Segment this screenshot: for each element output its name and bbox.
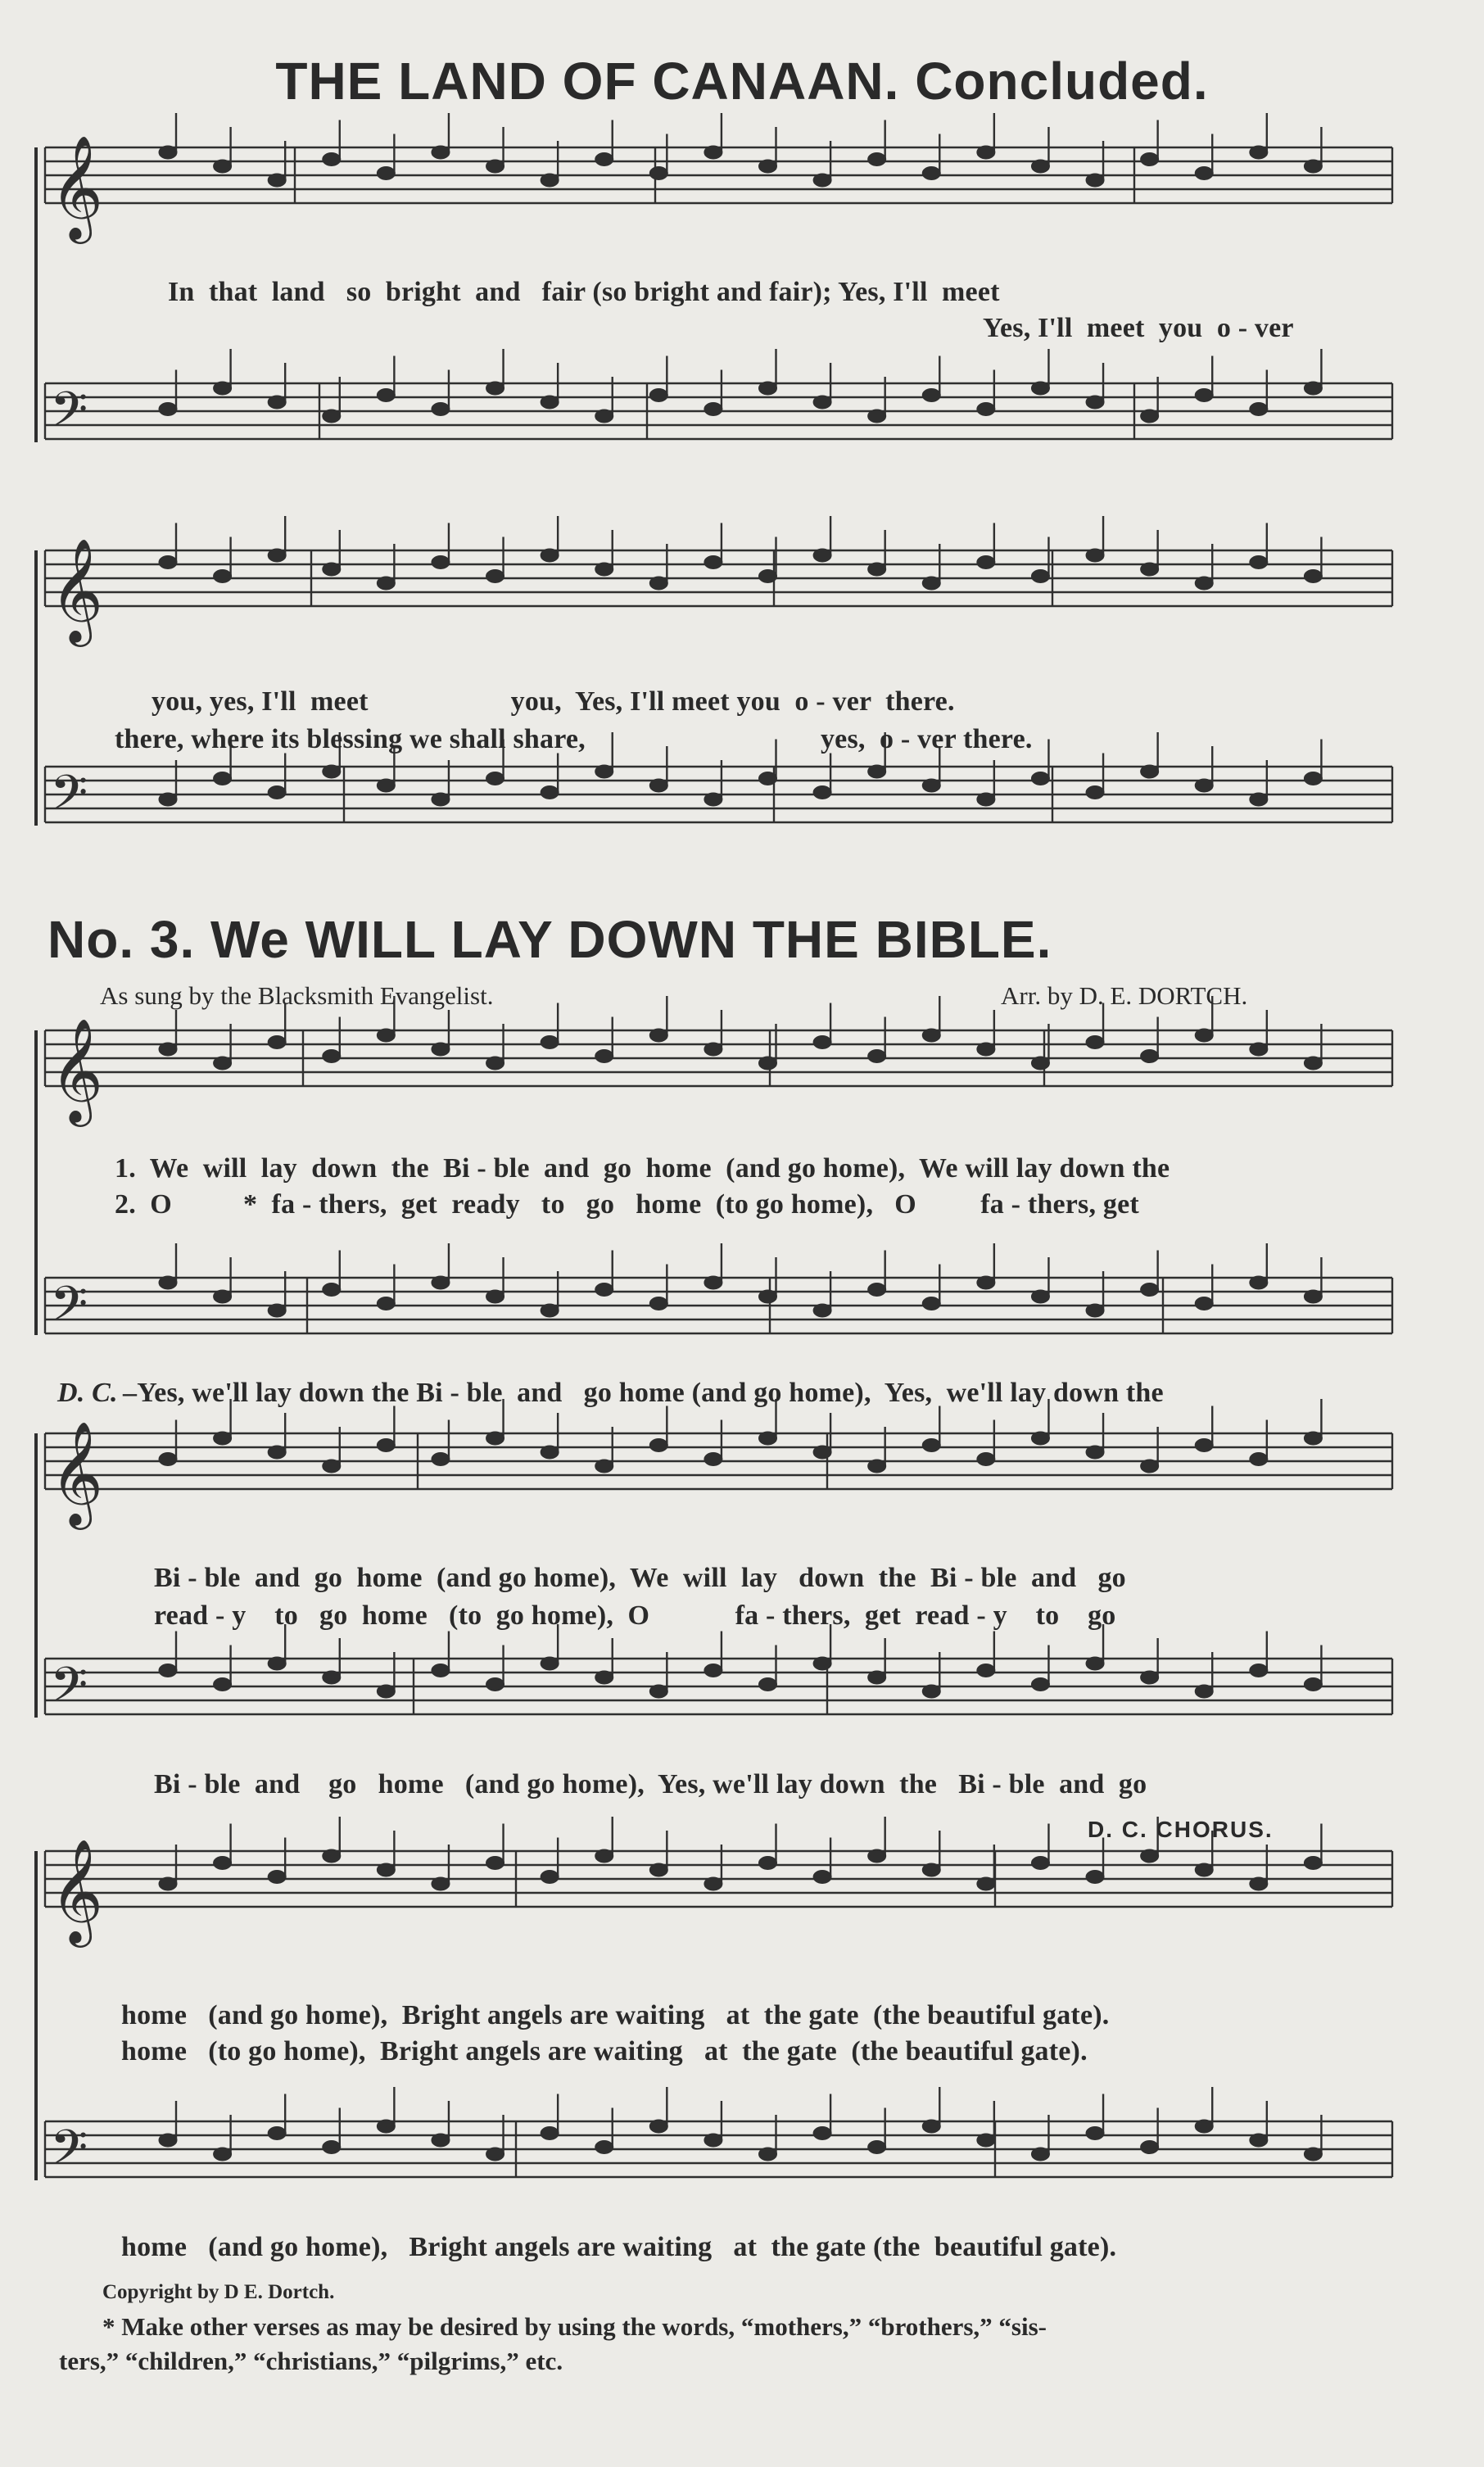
notehead bbox=[1250, 1877, 1268, 1890]
notehead bbox=[541, 174, 559, 187]
notehead bbox=[486, 1857, 504, 1870]
notehead bbox=[595, 765, 613, 778]
lyric-line: In that land so bright and fair (so bright and fair); Yes, I'll meet bbox=[168, 277, 1000, 307]
notehead bbox=[922, 1863, 940, 1876]
notehead bbox=[159, 1453, 177, 1466]
notehead bbox=[323, 153, 341, 166]
notehead bbox=[1086, 2127, 1104, 2140]
lyric-line: home (and go home), Bright angels are waiting at the gate (the beautiful gate). bbox=[121, 2000, 1110, 2030]
treble-clef-icon: 𝄞 bbox=[50, 1838, 104, 1943]
notehead bbox=[1141, 410, 1159, 423]
notehead bbox=[377, 1863, 395, 1876]
notehead bbox=[432, 2134, 450, 2147]
notehead bbox=[1195, 1863, 1213, 1876]
notehead bbox=[432, 1276, 450, 1289]
notehead bbox=[1031, 772, 1049, 785]
notehead bbox=[486, 1057, 504, 1070]
treble-clef-icon: 𝄞 bbox=[50, 1017, 104, 1122]
lyric-line: 2. O * fa - thers, get ready to go home (to go home), O fa - thers, get bbox=[115, 1189, 1139, 1220]
notehead bbox=[541, 786, 559, 799]
notehead bbox=[649, 1685, 667, 1698]
notehead bbox=[813, 1036, 831, 1049]
notehead bbox=[1304, 1290, 1322, 1303]
footnote-line: * Make other verses as may be desired by using the words, “mothers,” “brothers,” “sis- bbox=[102, 2312, 1047, 2341]
notehead bbox=[432, 793, 450, 806]
notehead bbox=[868, 563, 886, 576]
notehead bbox=[214, 1678, 232, 1691]
notehead bbox=[922, 1439, 940, 1452]
notehead bbox=[268, 396, 286, 409]
notehead bbox=[1195, 1029, 1213, 1042]
notehead bbox=[1195, 1439, 1213, 1452]
notehead bbox=[813, 549, 831, 562]
notehead bbox=[377, 1439, 395, 1452]
notehead bbox=[323, 563, 341, 576]
lyric-line: home (and go home), Bright angels are waiting at the gate (the beautiful gate). bbox=[121, 2232, 1117, 2262]
notehead bbox=[649, 1863, 667, 1876]
notehead bbox=[486, 2148, 504, 2161]
notehead bbox=[813, 1304, 831, 1317]
notehead bbox=[759, 772, 777, 785]
notehead bbox=[868, 1050, 886, 1063]
notehead bbox=[1086, 174, 1104, 187]
notehead bbox=[1250, 1453, 1268, 1466]
notehead bbox=[649, 1297, 667, 1310]
notehead bbox=[922, 577, 940, 590]
notehead bbox=[268, 1304, 286, 1317]
notehead bbox=[214, 1290, 232, 1303]
notehead bbox=[704, 1043, 722, 1056]
bass-clef-icon: 𝄢 bbox=[50, 381, 88, 450]
footnote-line: ters,” “children,” “christians,” “pilgrims,” etc. bbox=[59, 2347, 563, 2375]
notehead bbox=[268, 1657, 286, 1670]
notehead bbox=[595, 1671, 613, 1684]
notehead bbox=[214, 772, 232, 785]
notehead bbox=[649, 2120, 667, 2133]
notehead bbox=[1195, 779, 1213, 792]
notehead bbox=[159, 2134, 177, 2147]
notehead bbox=[323, 1460, 341, 1473]
notehead bbox=[541, 549, 559, 562]
bass-clef-icon: 𝄢 bbox=[50, 1275, 88, 1344]
notehead bbox=[323, 1050, 341, 1063]
dc-chorus-label: D. C. CHORUS. bbox=[1088, 1817, 1274, 1842]
notehead bbox=[704, 146, 722, 159]
notehead bbox=[704, 1276, 722, 1289]
lyric-line: Yes, I'll meet you o - ver bbox=[983, 313, 1294, 343]
lyric-line: Bi - ble and go home (and go home), We will lay down the Bi - ble and go bbox=[154, 1563, 1126, 1593]
notehead bbox=[377, 1297, 395, 1310]
notehead bbox=[1250, 556, 1268, 569]
notehead bbox=[922, 1029, 940, 1042]
notehead bbox=[1141, 563, 1159, 576]
copyright-notice: Copyright by D E. Dortch. bbox=[102, 2281, 335, 2303]
notehead bbox=[214, 160, 232, 173]
notehead bbox=[1086, 549, 1104, 562]
notehead bbox=[432, 1453, 450, 1466]
notehead bbox=[1031, 1678, 1049, 1691]
notehead bbox=[323, 1671, 341, 1684]
notehead bbox=[159, 793, 177, 806]
notehead bbox=[1141, 1671, 1159, 1684]
notehead bbox=[813, 174, 831, 187]
lyric-line: there, where its blessing we shall share, yes, o - ver there. bbox=[115, 724, 1033, 754]
notehead bbox=[1086, 786, 1104, 799]
notehead bbox=[813, 1657, 831, 1670]
notehead bbox=[1195, 2120, 1213, 2133]
notehead bbox=[1195, 577, 1213, 590]
notehead bbox=[377, 389, 395, 402]
notehead bbox=[1086, 1871, 1104, 1884]
notehead bbox=[649, 779, 667, 792]
notehead bbox=[1086, 1657, 1104, 1670]
notehead bbox=[595, 1050, 613, 1063]
notehead bbox=[1304, 1057, 1322, 1070]
bass-clef-icon: 𝄢 bbox=[50, 2119, 88, 2188]
notehead bbox=[1031, 2148, 1049, 2161]
notehead bbox=[1304, 772, 1322, 785]
notehead bbox=[1031, 1432, 1049, 1445]
notehead bbox=[1304, 160, 1322, 173]
notehead bbox=[868, 153, 886, 166]
lyric-line: Bi - ble and go home (and go home), Yes, we'll lay down the Bi - ble and go bbox=[154, 1769, 1147, 1799]
notehead bbox=[1304, 570, 1322, 583]
notehead bbox=[486, 382, 504, 395]
song-title-land-of-canaan: THE LAND OF CANAAN. Concluded. bbox=[275, 52, 1209, 111]
notehead bbox=[1304, 2148, 1322, 2161]
notehead bbox=[1304, 382, 1322, 395]
notehead bbox=[1195, 1685, 1213, 1698]
notehead bbox=[541, 1304, 559, 1317]
notehead bbox=[214, 1857, 232, 1870]
notehead bbox=[432, 1664, 450, 1677]
notehead bbox=[1250, 1043, 1268, 1056]
notehead bbox=[977, 1664, 995, 1677]
notehead bbox=[922, 779, 940, 792]
notehead bbox=[1141, 1849, 1159, 1863]
notehead bbox=[595, 153, 613, 166]
notehead bbox=[977, 793, 995, 806]
notehead bbox=[868, 765, 886, 778]
notehead bbox=[432, 403, 450, 416]
notehead bbox=[922, 2120, 940, 2133]
notehead bbox=[759, 1857, 777, 1870]
notehead bbox=[1250, 1664, 1268, 1677]
notehead bbox=[159, 556, 177, 569]
notehead bbox=[977, 1877, 995, 1890]
bass-clef-icon: 𝄢 bbox=[50, 764, 88, 833]
notehead bbox=[1304, 1432, 1322, 1445]
notehead bbox=[759, 1057, 777, 1070]
notehead bbox=[541, 1657, 559, 1670]
notehead bbox=[649, 1029, 667, 1042]
notehead bbox=[323, 765, 341, 778]
notehead bbox=[268, 1036, 286, 1049]
notehead bbox=[1141, 153, 1159, 166]
notehead bbox=[759, 2148, 777, 2161]
notehead bbox=[268, 1446, 286, 1459]
notehead bbox=[377, 1029, 395, 1042]
notehead bbox=[977, 2134, 995, 2147]
notehead bbox=[868, 1283, 886, 1297]
notehead bbox=[214, 1057, 232, 1070]
notehead bbox=[214, 570, 232, 583]
bass-clef-icon: 𝄢 bbox=[50, 1656, 88, 1725]
lyric-line: 1. We will lay down the Bi - ble and go home (and go home), We will lay down the bbox=[115, 1153, 1170, 1184]
lyric-line: you, yes, I'll meet you, Yes, I'll meet you o - ver there. bbox=[152, 686, 955, 717]
notehead bbox=[704, 1453, 722, 1466]
notehead bbox=[268, 2127, 286, 2140]
notehead bbox=[486, 772, 504, 785]
notehead bbox=[868, 1671, 886, 1684]
notehead bbox=[486, 1678, 504, 1691]
notehead bbox=[922, 167, 940, 180]
notehead bbox=[704, 1664, 722, 1677]
notehead bbox=[759, 1432, 777, 1445]
notehead bbox=[432, 556, 450, 569]
notehead bbox=[1195, 1297, 1213, 1310]
notehead bbox=[868, 410, 886, 423]
notehead bbox=[377, 1685, 395, 1698]
notehead bbox=[159, 146, 177, 159]
notehead bbox=[1250, 1276, 1268, 1289]
notehead bbox=[214, 1432, 232, 1445]
notehead bbox=[541, 2127, 559, 2140]
notehead bbox=[759, 1290, 777, 1303]
notehead bbox=[486, 1290, 504, 1303]
notehead bbox=[541, 1036, 559, 1049]
notehead bbox=[1031, 1057, 1049, 1070]
notehead bbox=[1031, 160, 1049, 173]
lyric-line: –Yes, we'll lay down the Bi - ble and go home (and go home), Yes, we'll lay down the bbox=[123, 1378, 1164, 1408]
notehead bbox=[1031, 382, 1049, 395]
notehead bbox=[813, 2127, 831, 2140]
notehead bbox=[977, 1043, 995, 1056]
notehead bbox=[268, 1871, 286, 1884]
treble-clef-icon: 𝄞 bbox=[50, 1420, 104, 1525]
notehead bbox=[649, 1439, 667, 1452]
notehead bbox=[323, 1283, 341, 1297]
notehead bbox=[649, 577, 667, 590]
notehead bbox=[1195, 167, 1213, 180]
notehead bbox=[704, 556, 722, 569]
notehead bbox=[323, 410, 341, 423]
notehead bbox=[1304, 1857, 1322, 1870]
notehead bbox=[1250, 2134, 1268, 2147]
notehead bbox=[377, 2120, 395, 2133]
notehead bbox=[977, 1276, 995, 1289]
notehead bbox=[595, 410, 613, 423]
notehead bbox=[1086, 1304, 1104, 1317]
arranger-credit: Arr. by D. E. DORTCH. bbox=[1001, 981, 1248, 1010]
notehead bbox=[377, 779, 395, 792]
notehead bbox=[214, 2148, 232, 2161]
notehead bbox=[813, 1871, 831, 1884]
dc-marker: D. C. bbox=[57, 1378, 118, 1408]
notehead bbox=[813, 396, 831, 409]
notehead bbox=[922, 1297, 940, 1310]
treble-clef-icon: 𝄞 bbox=[50, 537, 104, 642]
notehead bbox=[977, 403, 995, 416]
notehead bbox=[1141, 765, 1159, 778]
notehead bbox=[595, 1460, 613, 1473]
notehead bbox=[159, 1043, 177, 1056]
notehead bbox=[323, 2141, 341, 2154]
song-subtitle: As sung by the Blacksmith Evangelist. bbox=[100, 981, 494, 1010]
notehead bbox=[268, 174, 286, 187]
notehead bbox=[541, 396, 559, 409]
notehead bbox=[323, 1849, 341, 1863]
notehead bbox=[1250, 146, 1268, 159]
notehead bbox=[759, 160, 777, 173]
notehead bbox=[704, 403, 722, 416]
notehead bbox=[1141, 1283, 1159, 1297]
notehead bbox=[159, 403, 177, 416]
notehead bbox=[868, 2141, 886, 2154]
lyric-line: read - y to go home (to go home), O fa - thers, get read - y to go bbox=[154, 1600, 1116, 1631]
notehead bbox=[486, 160, 504, 173]
notehead bbox=[595, 2141, 613, 2154]
notehead bbox=[704, 2134, 722, 2147]
notehead bbox=[1195, 389, 1213, 402]
notehead bbox=[541, 1871, 559, 1884]
notehead bbox=[214, 382, 232, 395]
notehead bbox=[432, 1877, 450, 1890]
notehead bbox=[377, 577, 395, 590]
notehead bbox=[813, 1446, 831, 1459]
notehead bbox=[1304, 1678, 1322, 1691]
song-title-we-will-lay-down: No. 3. We WILL LAY DOWN THE BIBLE. bbox=[48, 910, 1052, 969]
notehead bbox=[1086, 1446, 1104, 1459]
notehead bbox=[595, 563, 613, 576]
treble-clef-icon: 𝄞 bbox=[50, 134, 104, 239]
notehead bbox=[704, 793, 722, 806]
notehead bbox=[1031, 1857, 1049, 1870]
notehead bbox=[977, 1453, 995, 1466]
notehead bbox=[759, 1678, 777, 1691]
notehead bbox=[1086, 1036, 1104, 1049]
notehead bbox=[432, 146, 450, 159]
notehead bbox=[1141, 1460, 1159, 1473]
notehead bbox=[159, 1664, 177, 1677]
notehead bbox=[159, 1877, 177, 1890]
notehead bbox=[377, 167, 395, 180]
notehead bbox=[868, 1849, 886, 1863]
notehead bbox=[595, 1849, 613, 1863]
notehead bbox=[813, 786, 831, 799]
notehead bbox=[759, 382, 777, 395]
notehead bbox=[1031, 570, 1049, 583]
notehead bbox=[1141, 1050, 1159, 1063]
notehead bbox=[922, 1685, 940, 1698]
notehead bbox=[868, 1460, 886, 1473]
notehead bbox=[268, 786, 286, 799]
notehead bbox=[1031, 1290, 1049, 1303]
lyric-line: home (to go home), Bright angels are waiting at the gate (the beautiful gate). bbox=[121, 2036, 1088, 2066]
notehead bbox=[922, 389, 940, 402]
notehead bbox=[159, 1276, 177, 1289]
notehead bbox=[977, 556, 995, 569]
notehead bbox=[759, 570, 777, 583]
notehead bbox=[649, 389, 667, 402]
notehead bbox=[268, 549, 286, 562]
notehead bbox=[486, 1432, 504, 1445]
notehead bbox=[704, 1877, 722, 1890]
notehead bbox=[541, 1446, 559, 1459]
notehead bbox=[977, 146, 995, 159]
notehead bbox=[595, 1283, 613, 1297]
notehead bbox=[1086, 396, 1104, 409]
notehead bbox=[1250, 793, 1268, 806]
notehead bbox=[486, 570, 504, 583]
notehead bbox=[1250, 403, 1268, 416]
notehead bbox=[1141, 2141, 1159, 2154]
notehead bbox=[432, 1043, 450, 1056]
notehead bbox=[649, 167, 667, 180]
